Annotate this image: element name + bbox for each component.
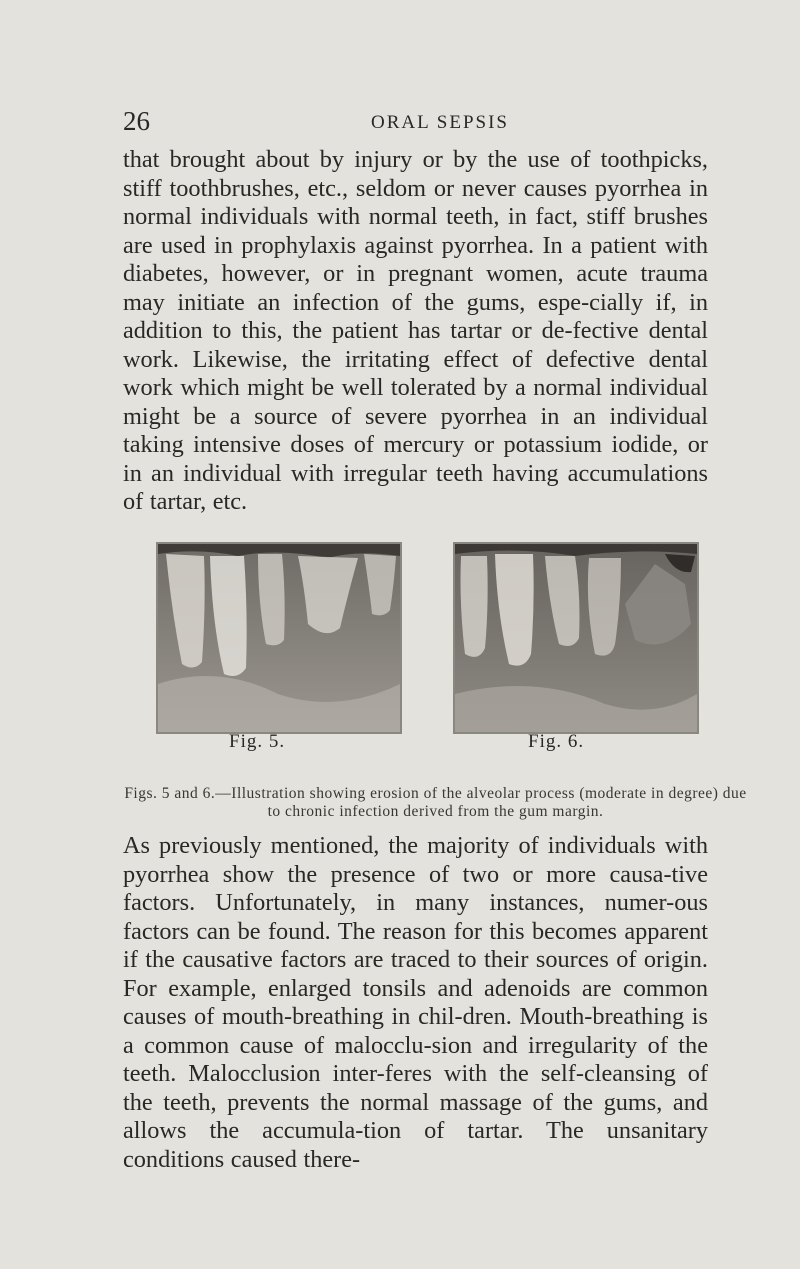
body-paragraph-1: that brought about by injury or by the use of toothpicks, stiff toothbrushes, etc., seldom or never causes pyorrhea in normal individuals with normal teeth, in fact, stiff brushes are used in prophylaxis against pyorrhea. In a patient with diabetes, however, or in pregnant women, acute trauma may initiate an infection of the gums, espe-cially if, in addition to this, the patient has tartar or de-fective dental work. Likewise, the irritating effect of defective dental work which might be well tolerated by a normal individual might be a source of severe pyorrhea in an individual taking intensive doses of mercury or potassium iodide, or in an individual with irregular teeth having accumulations of tartar, etc.: [123, 146, 708, 515]
running-head: [123, 106, 708, 140]
figure-6-label: Fig. 6.: [528, 731, 585, 752]
xray-image-fig6: [455, 544, 697, 732]
figure-5-radiograph: [156, 542, 402, 734]
figure-caption: Figs. 5 and 6.—Illustration showing erosion of the alveolar process (moderate in degree) due to chronic infection derived from the gum margin.: [124, 785, 747, 820]
figure-6-radiograph: [453, 542, 699, 734]
page-number: 26: [123, 106, 150, 136]
body-paragraph-2: As previously mentioned, the majority of individuals with pyorrhea show the presence of two or more causa-tive factors. Unfortunately, in many instances, numer-ous factors can be found. The reason for this becomes apparent if the causative factors are traced to their sources of origin. For example, enlarged tonsils and adenoids are common causes of mouth-breathing in chil-dren. Mouth-breathing is a common cause of malocclu-sion and irregularity of the teeth. Malocclusion inter-feres with the self-cleansing of the teeth, prevents the normal massage of the gums, and allows the accumula-tion of tartar. The unsanitary conditions caused there-: [123, 832, 708, 1173]
figure-5-label: Fig. 5.: [229, 731, 286, 752]
xray-image-fig5: [158, 544, 400, 732]
running-title: ORAL SEPSIS: [371, 112, 509, 133]
